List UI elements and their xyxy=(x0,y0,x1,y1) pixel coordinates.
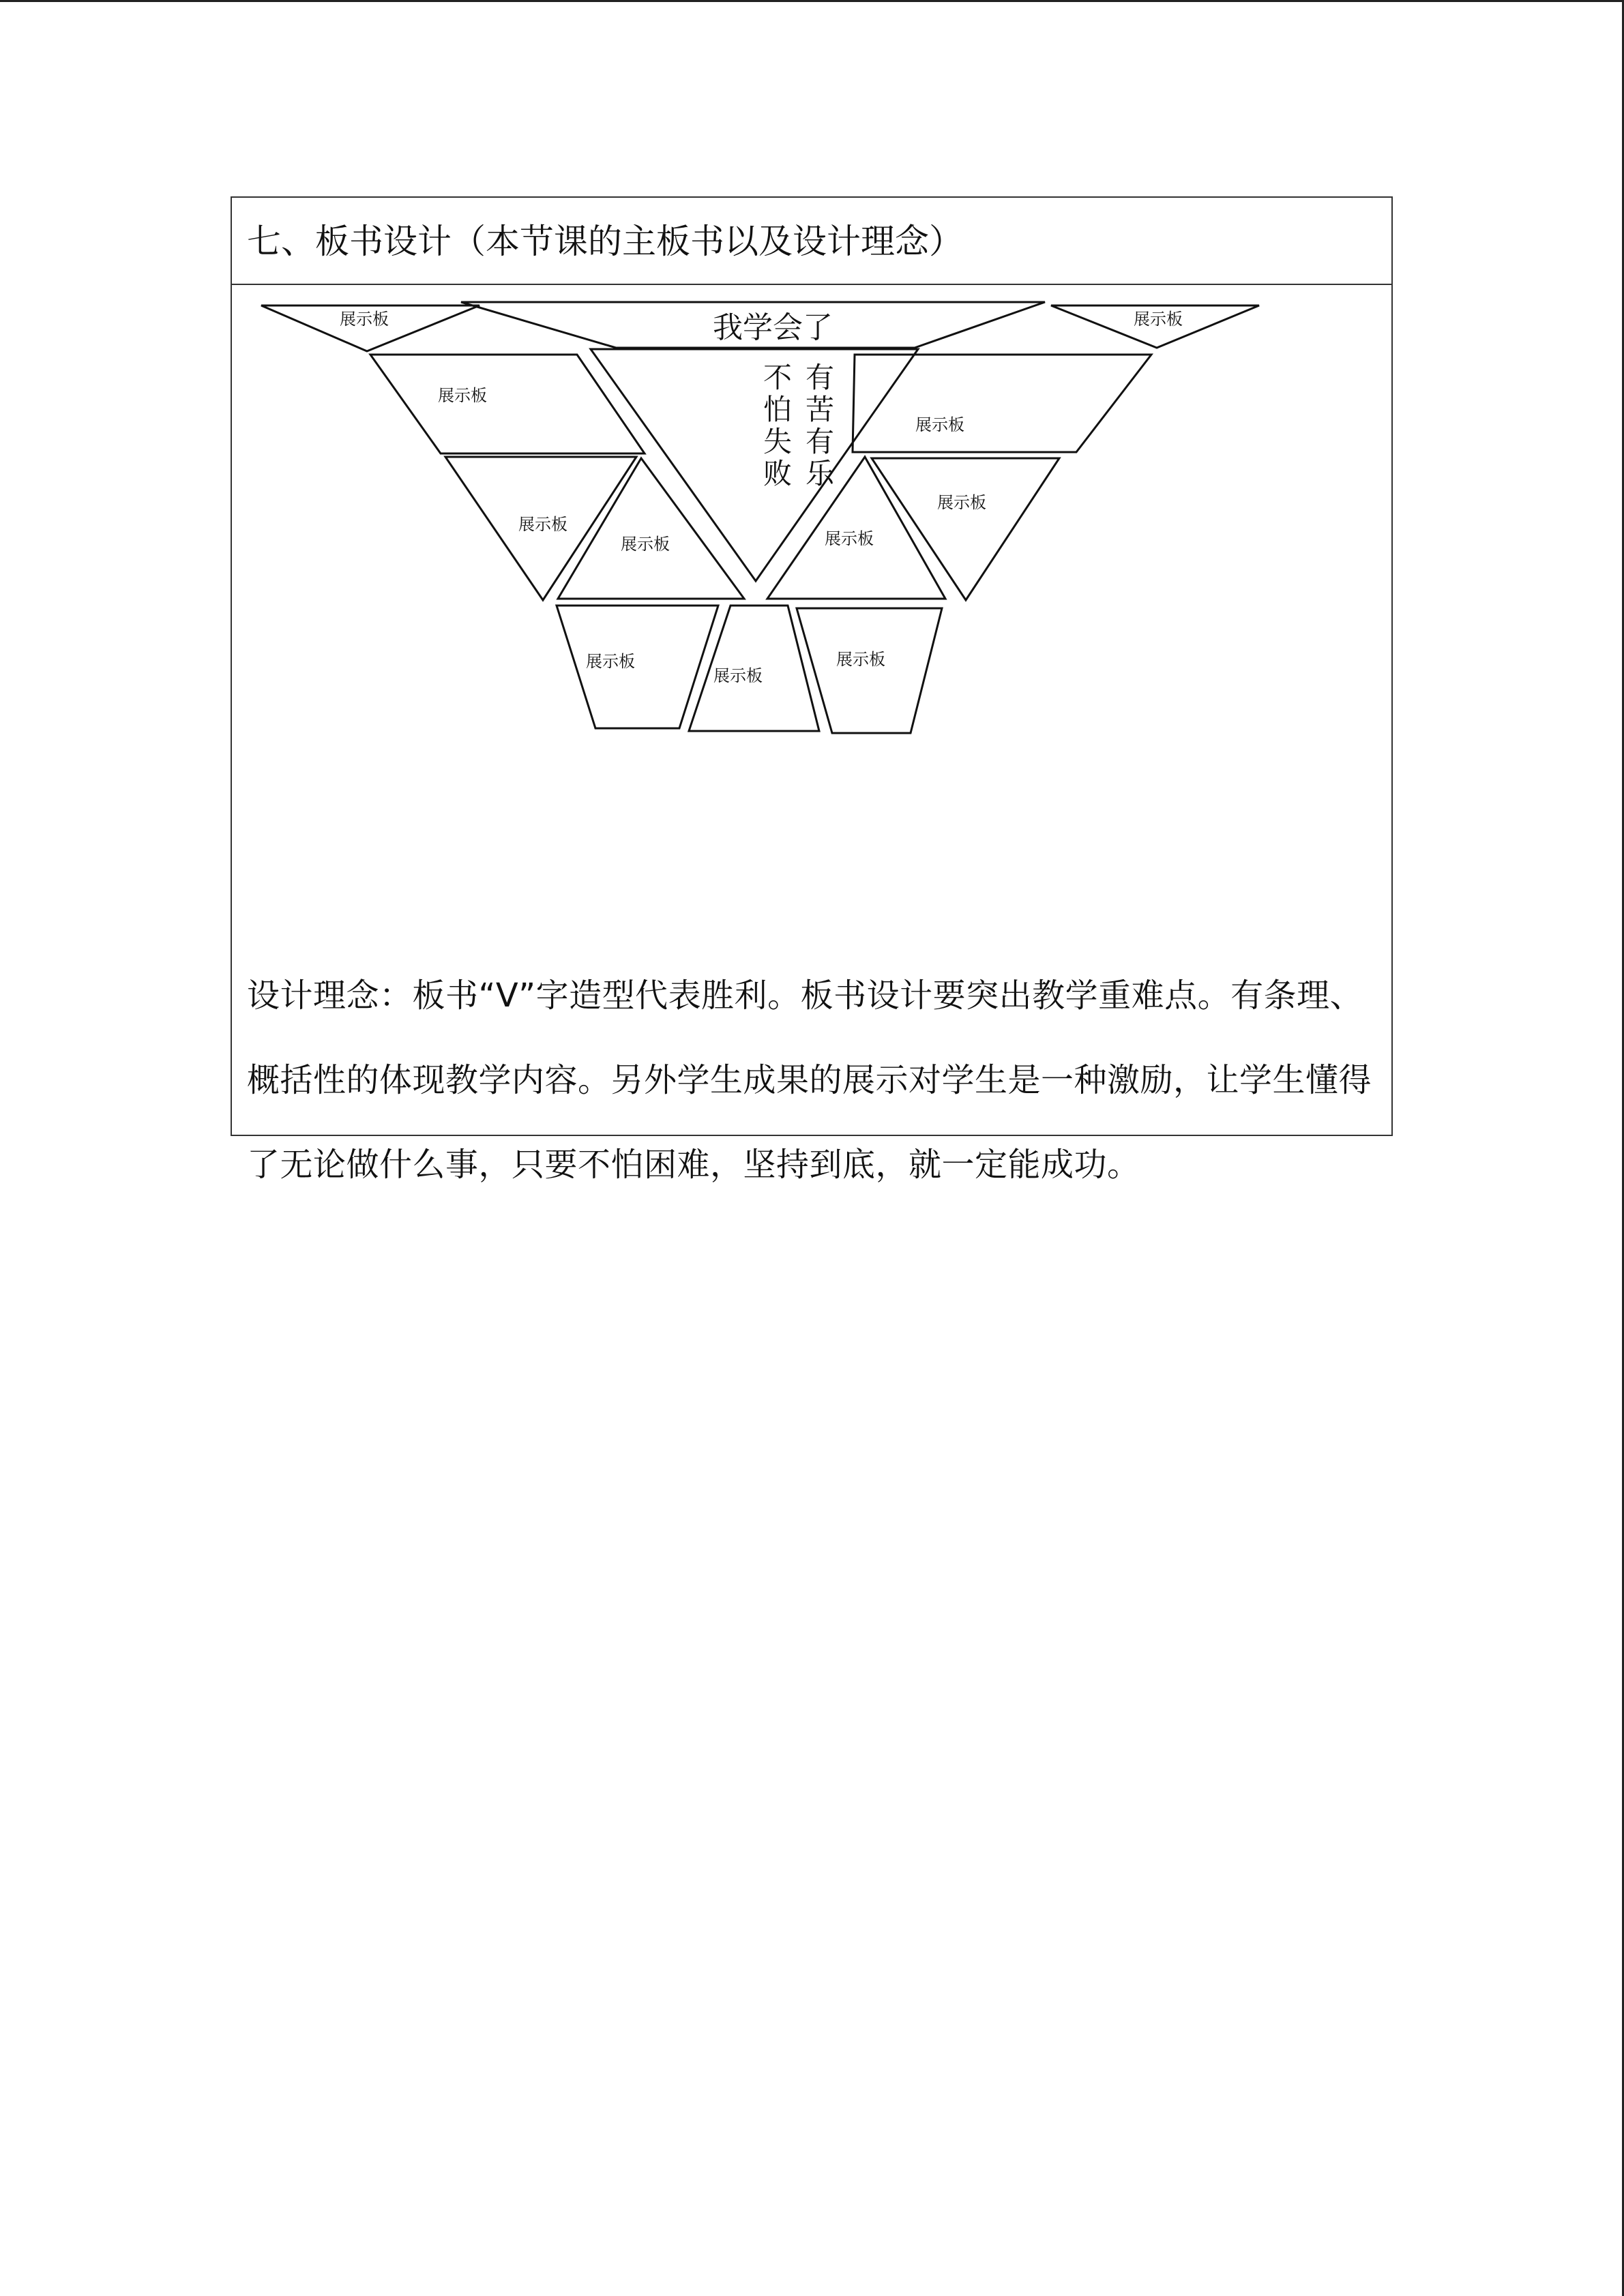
column-right-char-4: 乐 xyxy=(805,457,835,490)
panel-label-bottom-right: 展示板 xyxy=(836,650,885,669)
board-header-text: 我学会了 xyxy=(713,310,833,345)
column-left-char-3: 失 xyxy=(763,425,793,458)
column-right-char-3: 有 xyxy=(805,425,835,458)
panel-label-center-left: 展示板 xyxy=(621,535,670,554)
column-left-char-1: 不 xyxy=(763,361,793,394)
panel-label-top-left: 展示板 xyxy=(340,310,389,329)
column-right-char-2: 苦 xyxy=(805,393,835,426)
panel-bottom-right-shape xyxy=(797,608,942,733)
panel-bottom-left-shape xyxy=(557,606,718,728)
page-top-border xyxy=(0,0,1624,2)
panel-label-left-lower: 展示板 xyxy=(518,515,567,534)
v-shaped-board-diagram xyxy=(231,286,1393,750)
column-left-char-4: 败 xyxy=(763,457,793,490)
section-title: 七、板书设计（本节课的主板书以及设计理念） xyxy=(232,198,1391,285)
panel-label-top-right: 展示板 xyxy=(1134,310,1183,329)
panel-label-right-lower: 展示板 xyxy=(937,493,986,512)
panel-label-right-upper: 展示板 xyxy=(915,415,964,434)
panel-left-upper-shape xyxy=(370,355,645,453)
panel-label-center-right: 展示板 xyxy=(825,529,874,548)
panel-label-bottom-left: 展示板 xyxy=(586,652,635,671)
column-right-char-1: 有 xyxy=(805,361,835,394)
design-rationale-text: 设计理念：板书“V”字造型代表胜利。板书设计要突出教学重难点。有条理、概括性的体现教学内容。另外学生成果的展示对学生是一种激励，让学生懂得了无论做什么事，只要不怕困难，坚持到底，就一定能成功。 xyxy=(247,976,1372,1184)
panel-center-left-shape xyxy=(558,458,744,599)
panel-label-left-upper: 展示板 xyxy=(438,386,487,405)
panel-right-upper-shape xyxy=(853,355,1151,452)
panel-label-bottom-middle: 展示板 xyxy=(713,666,763,685)
panel-right-lower-shape xyxy=(872,458,1059,600)
column-left-char-2: 怕 xyxy=(763,393,793,426)
